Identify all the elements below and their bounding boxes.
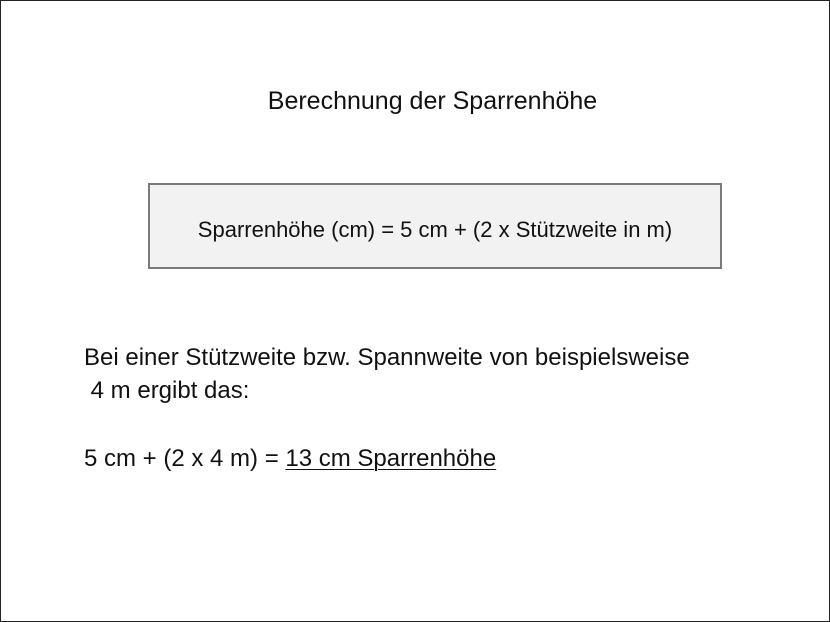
example-line-2: 4 m ergibt das: — [84, 377, 250, 404]
result-prefix: 5 cm + (2 x 4 m) = — [84, 445, 286, 472]
slide-title-text: Berechnung der Sparrenhöhe — [267, 87, 598, 115]
formula-text: Sparrenhöhe (cm) = 5 cm + (2 x Stützweite in m) — [197, 217, 673, 242]
slide-title — [1, 87, 829, 116]
example-line-1: Bei einer Stützweite bzw. Spannweite von beispielsweise — [84, 344, 690, 371]
example-paragraph — [84, 341, 690, 407]
result-line — [84, 445, 496, 473]
result-value: 13 cm Sparrenhöhe — [285, 445, 497, 472]
formula-box — [148, 183, 722, 269]
